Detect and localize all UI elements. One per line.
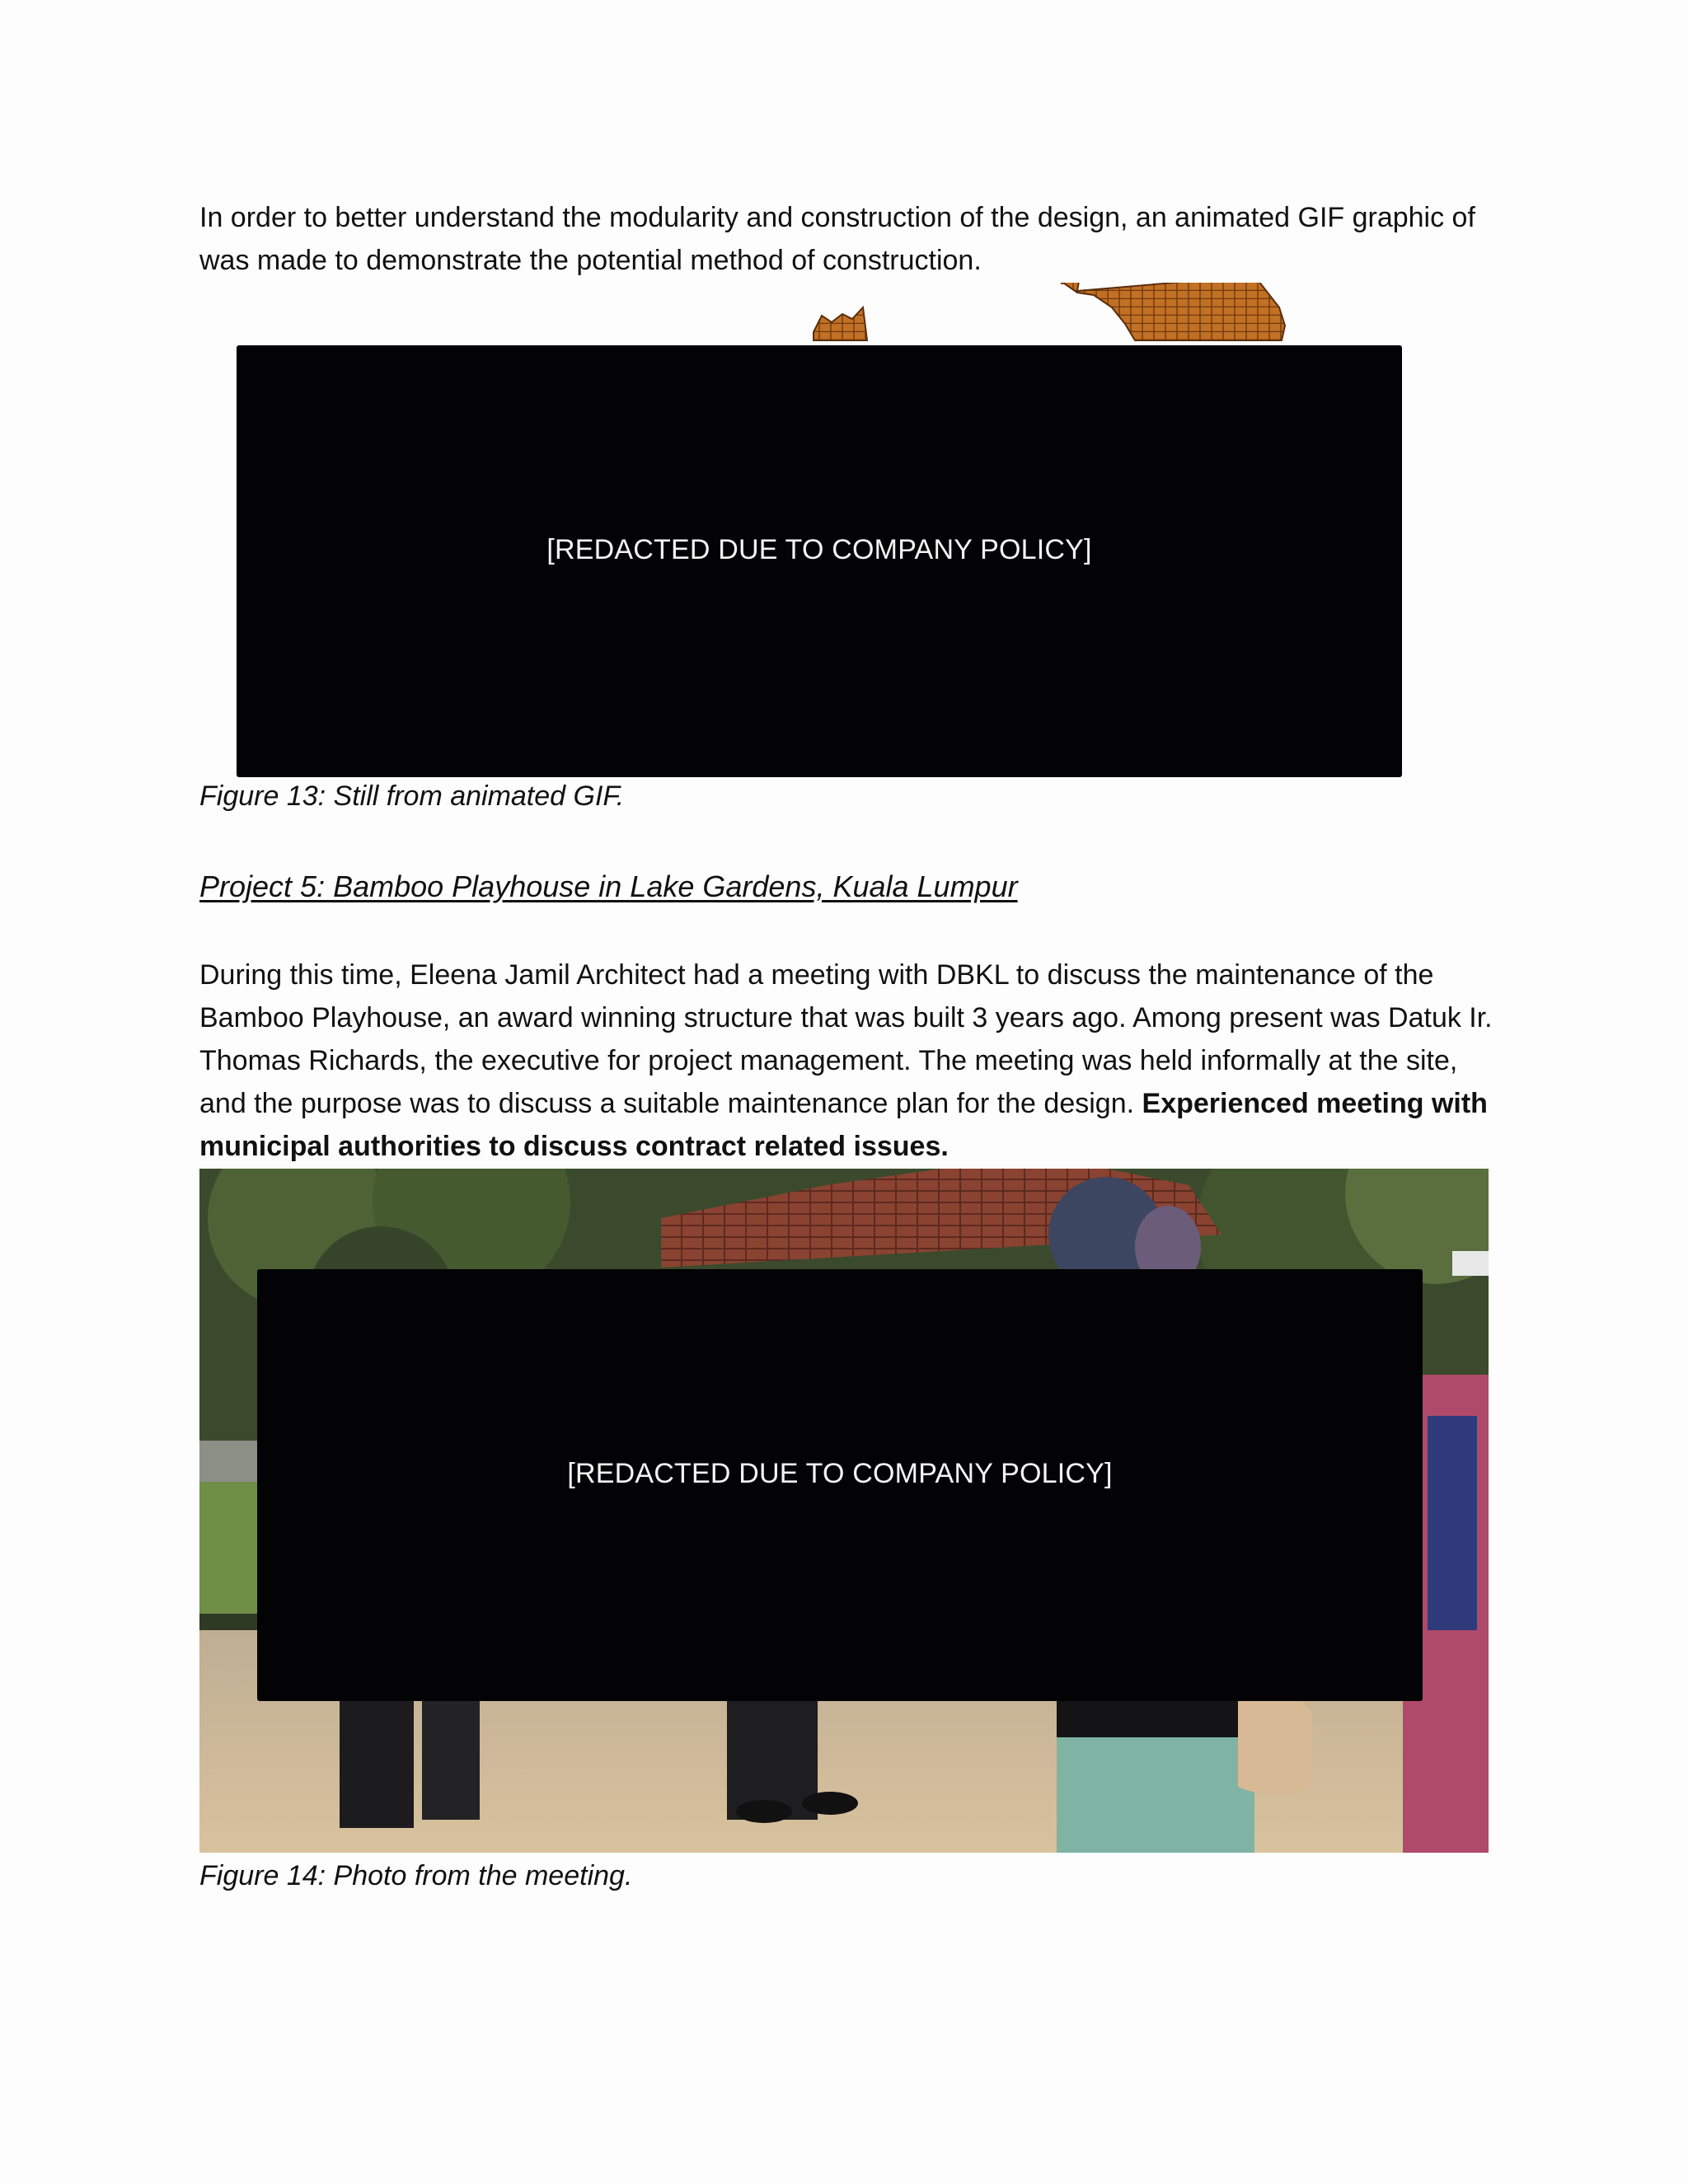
project-5-highlight-text: Experienced meeting with municipal authorities to discuss contract related issues. <box>199 1088 1488 1162</box>
intro-paragraph <box>199 196 1493 282</box>
redaction-label: [REDACTED DUE TO COMPANY POLICY] <box>546 533 1092 565</box>
figure-14 <box>199 1169 1489 1853</box>
figure-13 <box>237 283 1456 777</box>
redaction-label: [REDACTED DUE TO COMPANY POLICY] <box>567 1457 1113 1489</box>
intro-text: In order to better understand the modularity and construction of the design, an animated GIF graphic of was made to demonstrate the potential method of construction. <box>199 202 1475 276</box>
project-5-paragraph <box>199 954 1493 1168</box>
figure-13-caption: Figure 13: Still from animated GIF. <box>199 780 625 812</box>
redaction-box-figure-14 <box>257 1269 1423 1701</box>
figure-14-caption: Figure 14: Photo from the meeting. <box>199 1860 633 1891</box>
project-5-body-text: During this time, Eleena Jamil Architect had a meeting with DBKL to discuss the maintenance of the Bamboo Playhouse, an award winning structure that was built 3 years ago. Among present was Datuk Ir. Thomas Richards, the executive for project management. The meeting was held informally at the site, and the purpose was to discuss a suitable maintenance plan for the design. <box>199 959 1493 1119</box>
project-5-heading: Project 5: Bamboo Playhouse in Lake Gardens, Kuala Lumpur <box>199 869 1018 903</box>
redaction-box-figure-13 <box>237 345 1402 777</box>
